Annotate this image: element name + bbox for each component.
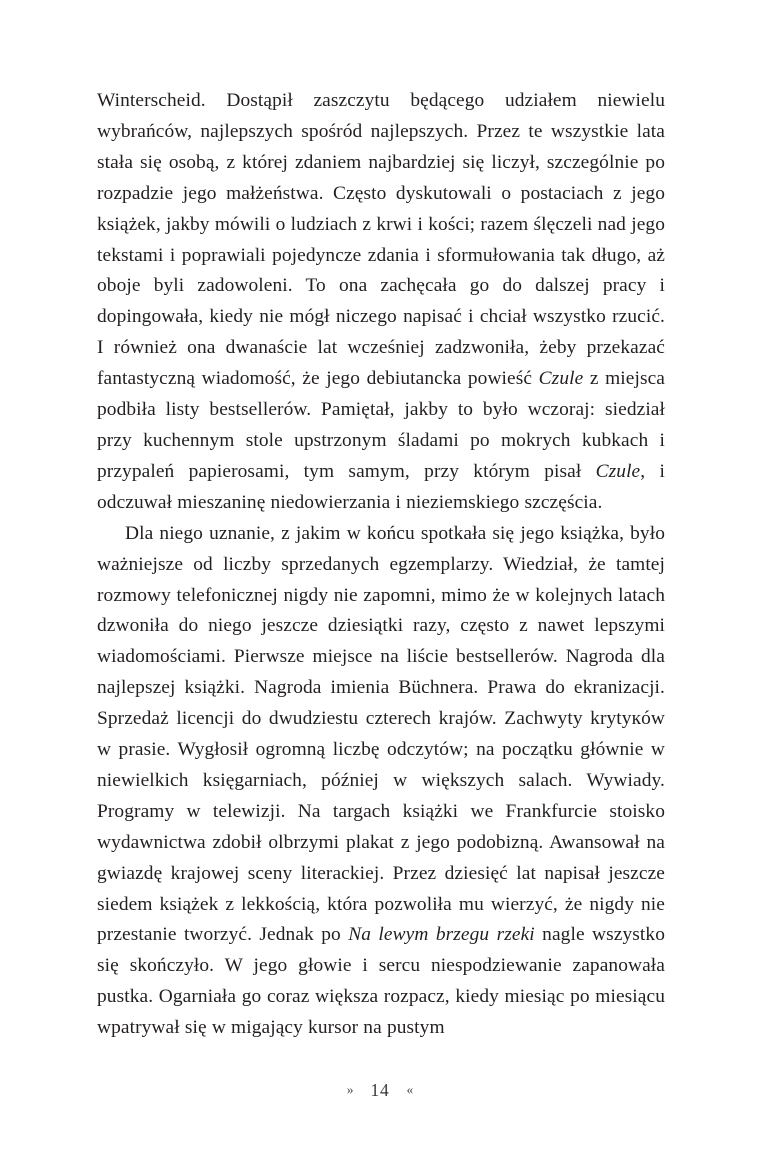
page-number: 14 xyxy=(370,1080,390,1100)
italic-title: Czule xyxy=(538,368,584,390)
footer-ornament-right: « xyxy=(406,1082,414,1097)
paragraph-2: Dla niego uznanie, z jakim w końcu spotkała się jego książka, było ważniejsze od liczby sprzedanych egzemplarzy. Wiedział, że tamtej rozmowy telefonicznej nigdy nie zapomni, mimo że w kolejnych latach dzwoniła do niego jeszcze dziesiątki razy, często z nawet lepszymi wiadomościami. Pierwsze miejsce na liście bestsellerów. Nagroda dla najlepszej książki. Nagroda imienia Büchnera. Prawa do ekranizacji. Sprzedaż licencji do dwudziestu czterech krajów. Zachwyty krytyкów w prasie. Wygłosił ogromną liczbę odczytów; na początku głównie w niewielkich księgarniach, później w większych salach. Wywiady. Programy w telewizji. Na targach książki we Frankfurcie stoisko wydawnictwa zdobił olbrzymi plakat z jego podobizną. Awansował na gwiazdę krajowej sceny literackiej. Przez dziesięć lat napisał jeszcze siedem książek z lekkością, która pozwoliła mu wierzyć, że nigdy nie przestanie tworzyć. Jednak po Na lewym brzegu rzeki nagle wszystko się skończyło. W jego głowie i sercu niespodziewanie zapanowała pustka. Ogarniała go coraz większa rozpacz, kiedy miesiąc po miesiącu wpatrywał się w migający kursor na pustym xyxy=(97,522,665,1039)
paragraph-1: Winterscheid. Dostąpił zaszczytu będącego udziałem niewielu wybrańców, najlepszych spośród najlepszych. Przez te wszystkie lata stała się osobą, z której zdaniem najbardziej się liczył, szczególnie po rozpadzie jego małżeństwa. Często dyskutowali o postaciach z jego książek, jakby mówili o ludziach z krwi i kości; razem ślęczeli nad jego tekstami i poprawiali pojedyncze zdania i sformułowania tak długo, aż oboje byli zadowoleni. To ona zachęcała go do dalszej pracy i dopingowała, kiedy nie mógł niczego napisać i chciał wszystko rzucić. I również ona dwanaście lat wcześniej zadzwoniła, żeby przekazać fantastyczną wiadomość, że jego debiutancka powieść Czule z miejsca podbiła listy bestsellerów. Pamiętał, jakby to było wczoraj: siedział przy kuchennym stole upstrzonym śladami po mokrych kubkach i przypaleń papierosami, tym samym, przy którym pisał Czule, i odczuwał mieszaninę niedowierzania i nieziemskiego szczęścia. xyxy=(97,90,665,513)
page-footer xyxy=(0,1078,760,1103)
italic-title: Czule xyxy=(595,460,641,482)
page-text-block xyxy=(97,86,665,1044)
italic-title: Na lewym brzegu rzeki xyxy=(348,924,535,946)
footer-ornament-left: » xyxy=(346,1082,354,1097)
